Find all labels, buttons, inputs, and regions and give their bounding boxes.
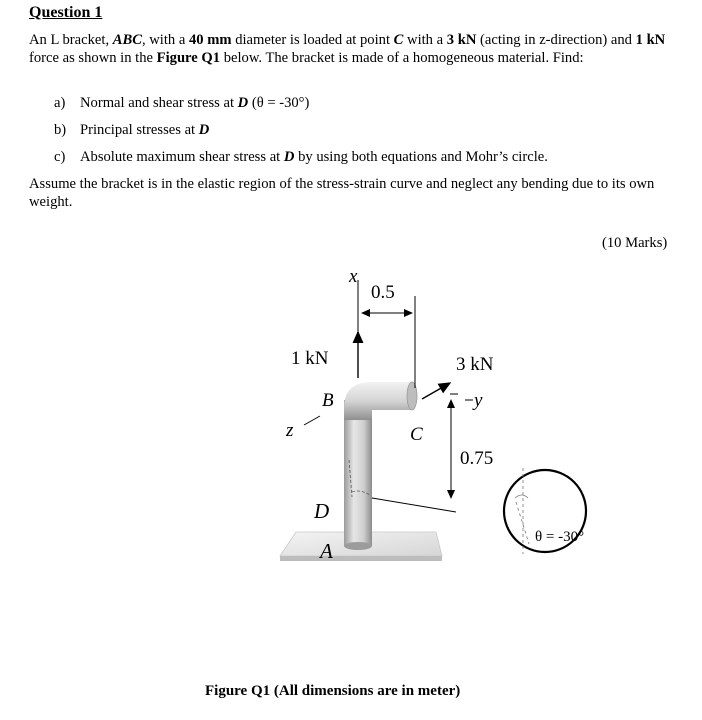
bracket-arm [344, 382, 417, 420]
dimension-side-label: 0.75 [460, 448, 494, 469]
intro-load: 3 kN [446, 32, 477, 48]
question-item-c [54, 148, 548, 175]
force-arrows [304, 332, 473, 425]
intro-text-7: below. The bracket is made of a homogeneous material. Find: [220, 50, 584, 66]
intro-text-6: force as shown in the [29, 50, 157, 66]
figure-caption: Figure Q1 (All dimensions are in meter) [205, 683, 461, 699]
point-c-label: C [410, 424, 423, 445]
item-tail: by using both equations and Mohr’s circle. [294, 149, 548, 165]
x-axis-label: x [349, 266, 358, 287]
intro-text-5: (acting in z-direction) and [476, 32, 636, 48]
intro-diameter: 40 mm [188, 32, 232, 48]
assumption-text: Assume the bracket is in the elastic region of the stress-strain curve and neglect any bending due to its own weight. [29, 176, 655, 210]
point-d-label: D [314, 499, 330, 523]
y-axis-label: y [474, 390, 483, 411]
question-title: Question 1 [29, 4, 103, 21]
dimension-top-label: 0.5 [371, 282, 395, 303]
force-1kn-label: 1 kN [291, 348, 329, 369]
intro-text-3: diameter is loaded at point [231, 32, 394, 48]
item-label: a) [54, 95, 66, 111]
theta-label: θ = -30° [535, 529, 585, 545]
intro-figure-ref: Figure Q1 [156, 50, 221, 66]
force-3kn-label: 3 kN [456, 354, 494, 375]
intro-force: 1 kN [635, 32, 666, 48]
intro-text-1: An L bracket, [29, 32, 113, 48]
intro-text-2: , with a [141, 32, 189, 48]
question-items [54, 94, 548, 175]
item-text: Principal stresses at [80, 122, 199, 138]
intro-text-4: with a [403, 32, 447, 48]
item-text: Normal and shear stress at [80, 95, 238, 111]
item-text: Absolute maximum shear stress at [80, 149, 284, 165]
item-point: D [237, 95, 249, 111]
item-tail: (θ = -30°) [248, 95, 310, 111]
item-label: b) [54, 122, 67, 138]
z-axis-label: z [286, 420, 294, 441]
intro-abc: ABC [112, 32, 142, 48]
question-item-b [54, 121, 548, 148]
item-point: D [283, 149, 295, 165]
bracket-figure [260, 260, 700, 590]
point-b-label: B [322, 390, 334, 411]
point-a-label: A [320, 539, 333, 563]
marks-label: (10 Marks) [602, 235, 668, 251]
question-intro [29, 31, 679, 67]
item-label: c) [54, 149, 66, 165]
intro-point-c: C [393, 32, 404, 48]
item-point: D [198, 122, 210, 138]
question-item-a [54, 94, 548, 121]
vertical-post [344, 400, 372, 550]
